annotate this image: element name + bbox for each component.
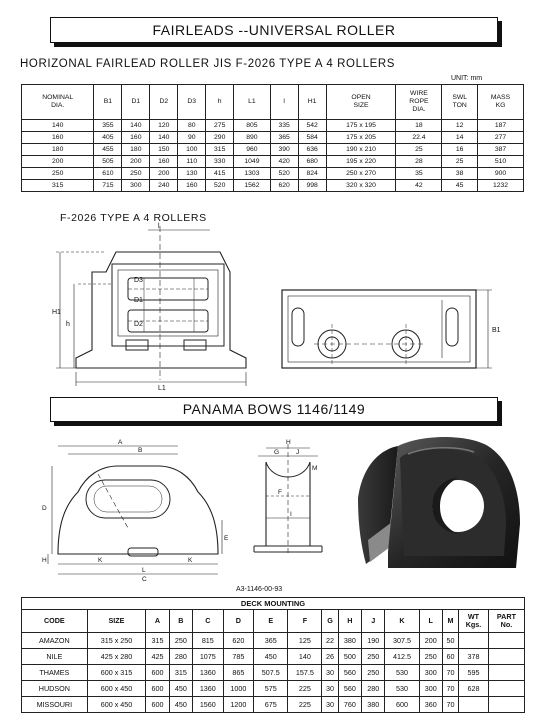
- table-cell: 315 x 250: [87, 633, 146, 649]
- table-cell: 200: [419, 633, 442, 649]
- unit-label: UNIT: mm: [451, 75, 483, 82]
- table-cell: 250: [419, 649, 442, 665]
- table-cell: 315: [206, 144, 234, 156]
- label-m: M: [312, 465, 318, 472]
- table-cell: 160: [178, 180, 206, 192]
- table-row: [22, 180, 524, 192]
- column-header: OPEN SIZE: [326, 85, 396, 120]
- table-cell: 320 x 320: [326, 180, 396, 192]
- table-cell: 420: [270, 156, 298, 168]
- column-header: B: [169, 610, 192, 633]
- table-cell: 22: [322, 633, 338, 649]
- table-cell: 38: [442, 168, 478, 180]
- table-cell: 378: [459, 649, 489, 665]
- label-f: F: [278, 489, 282, 496]
- table-cell: 120: [150, 120, 178, 132]
- column-header: NOMINAL DIA.: [22, 85, 94, 120]
- table-cell: 455: [94, 144, 122, 156]
- column-header: H1: [298, 85, 326, 120]
- table-cell: 200: [22, 156, 94, 168]
- table-cell: 70: [442, 681, 458, 697]
- table-cell: 315: [146, 633, 169, 649]
- table-cell: 70: [442, 697, 458, 713]
- table-cell: 1200: [223, 697, 254, 713]
- table-cell: 560: [338, 665, 361, 681]
- table-cell: [488, 633, 524, 649]
- table-cell: 60: [442, 649, 458, 665]
- table-cell: 600: [146, 681, 169, 697]
- table-cell: 25: [442, 156, 478, 168]
- table-cell: 610: [94, 168, 122, 180]
- table-cell: 30: [322, 697, 338, 713]
- column-header: l: [270, 85, 298, 120]
- label-c: C: [142, 576, 147, 582]
- table-cell: 22.4: [396, 132, 442, 144]
- table-cell: 636: [298, 144, 326, 156]
- table-cell: 560: [338, 681, 361, 697]
- table-row: [22, 697, 525, 713]
- jis-spec-table: [21, 84, 524, 192]
- label-k: K: [98, 557, 103, 564]
- column-header: D: [223, 610, 254, 633]
- label-l: l: [158, 223, 160, 230]
- table-cell: 14: [442, 132, 478, 144]
- table-cell: 160: [22, 132, 94, 144]
- table-row: [22, 120, 524, 132]
- table-cell: 18: [396, 120, 442, 132]
- table-cell: 584: [298, 132, 326, 144]
- panama-title-banner: [50, 397, 498, 422]
- panama-bow-photo: [348, 428, 528, 578]
- table-cell: 760: [338, 697, 361, 713]
- table-cell: 190: [362, 633, 385, 649]
- table-cell: 28: [396, 156, 442, 168]
- table-cell: 250: [362, 649, 385, 665]
- table-cell: 180: [122, 144, 150, 156]
- table-row: [22, 681, 525, 697]
- label-d1: D1: [134, 297, 143, 304]
- table-cell: 620: [223, 633, 254, 649]
- table-cell: [459, 633, 489, 649]
- table-cell: 520: [270, 168, 298, 180]
- table-cell: 628: [459, 681, 489, 697]
- table-cell: 26: [322, 649, 338, 665]
- label-l: L: [142, 567, 146, 574]
- table-cell: 600 x 450: [87, 681, 146, 697]
- column-header: D2: [150, 85, 178, 120]
- column-header: B1: [94, 85, 122, 120]
- table-cell: 280: [169, 649, 192, 665]
- label-j: J: [296, 449, 300, 456]
- table-body: [22, 120, 524, 192]
- column-header: PART No.: [488, 610, 524, 633]
- table-cell: 35: [396, 168, 442, 180]
- column-header: CODE: [22, 610, 88, 633]
- table-cell: 675: [254, 697, 288, 713]
- column-header: K: [385, 610, 419, 633]
- column-header: h: [206, 85, 234, 120]
- column-header: WT Kgs.: [459, 610, 489, 633]
- table-cell: 715: [94, 180, 122, 192]
- table-cell: 30: [322, 681, 338, 697]
- table-cell: 300: [419, 681, 442, 697]
- table-cell: 960: [234, 144, 271, 156]
- label-d: D: [42, 505, 47, 512]
- table-cell: 450: [169, 681, 192, 697]
- drawing-number: A3-1146-00-93: [236, 586, 283, 593]
- label-e: E: [224, 535, 229, 542]
- panama-front-view-drawing: [38, 436, 238, 582]
- column-header: SIZE: [87, 610, 146, 633]
- table-cell: 450: [254, 649, 288, 665]
- table-cell: 16: [442, 144, 478, 156]
- column-header: L1: [234, 85, 271, 120]
- table-cell: 415: [206, 168, 234, 180]
- table-cell: 1075: [193, 649, 224, 665]
- column-header: MASS KG: [478, 85, 524, 120]
- table-cell: 450: [169, 697, 192, 713]
- column-header: WIRE ROPE DIA.: [396, 85, 442, 120]
- table-row: [22, 665, 525, 681]
- table-cell: 890: [234, 132, 271, 144]
- fairlead-front-view-drawing: [48, 222, 258, 392]
- label-b: B: [138, 447, 143, 454]
- table-cell: 1303: [234, 168, 271, 180]
- table-cell: 187: [478, 120, 524, 132]
- table-row: [22, 649, 525, 665]
- table-cell: 180: [22, 144, 94, 156]
- column-header: E: [254, 610, 288, 633]
- table-cell: 125: [288, 633, 322, 649]
- table-cell: 1360: [193, 665, 224, 681]
- table-cell: 805: [234, 120, 271, 132]
- table-cell: 815: [193, 633, 224, 649]
- table-cell: 315: [22, 180, 94, 192]
- table-cell: 600 x 450: [87, 697, 146, 713]
- table-cell: 380: [362, 697, 385, 713]
- table-cell: 530: [385, 681, 419, 697]
- table-cell: NILE: [22, 649, 88, 665]
- fairlead-top-view-drawing: [268, 282, 508, 382]
- table-cell: 140: [288, 649, 322, 665]
- table-cell: 330: [206, 156, 234, 168]
- column-header: SWL TON: [442, 85, 478, 120]
- table-cell: 390: [270, 144, 298, 156]
- table-cell: 90: [178, 132, 206, 144]
- table-cell: 100: [178, 144, 206, 156]
- table-cell: 530: [385, 665, 419, 681]
- jis-subtitle: HORIZONAL FAIRLEAD ROLLER JIS F-2026 TYPE A 4 ROLLERS: [20, 58, 396, 70]
- table-cell: 998: [298, 180, 326, 192]
- table-cell: 1049: [234, 156, 271, 168]
- column-header: H: [338, 610, 361, 633]
- table-cell: 250: [362, 665, 385, 681]
- table-cell: 50: [442, 633, 458, 649]
- table-cell: 300: [419, 665, 442, 681]
- panama-side-view-drawing: [248, 438, 328, 568]
- table-cell: 425: [146, 649, 169, 665]
- table-cell: 680: [298, 156, 326, 168]
- table-cell: 542: [298, 120, 326, 132]
- table-cell: 405: [94, 132, 122, 144]
- table-cell: 200: [122, 156, 150, 168]
- label-h2: H: [286, 439, 291, 446]
- table-cell: 600: [146, 665, 169, 681]
- table-cell: 600: [146, 697, 169, 713]
- main-title-banner: [50, 17, 498, 43]
- table-header-row: [22, 85, 524, 120]
- table-cell: 275: [206, 120, 234, 132]
- table-row: [22, 156, 524, 168]
- table-cell: 30: [322, 665, 338, 681]
- table-cell: 575: [254, 681, 288, 697]
- deck-caption: DECK MOUNTING: [22, 598, 525, 610]
- table-cell: 140: [122, 120, 150, 132]
- table-cell: [488, 681, 524, 697]
- table-cell: 190 x 210: [326, 144, 396, 156]
- table-cell: 225: [288, 681, 322, 697]
- table-cell: 365: [254, 633, 288, 649]
- table-cell: 150: [150, 144, 178, 156]
- table-cell: 200: [150, 168, 178, 180]
- table-row: [22, 132, 524, 144]
- column-header: M: [442, 610, 458, 633]
- column-header: A: [146, 610, 169, 633]
- table-cell: 250: [22, 168, 94, 180]
- table-cell: 225: [288, 697, 322, 713]
- table-cell: 365: [270, 132, 298, 144]
- table-cell: 157.5: [288, 665, 322, 681]
- table-cell: 600 x 315: [87, 665, 146, 681]
- table-cell: 300: [122, 180, 150, 192]
- table-cell: 175 x 195: [326, 120, 396, 132]
- table-cell: 42: [396, 180, 442, 192]
- column-header: D1: [122, 85, 150, 120]
- table-cell: 110: [178, 156, 206, 168]
- table-cell: 824: [298, 168, 326, 180]
- table-cell: 160: [150, 156, 178, 168]
- table-cell: 600: [385, 697, 419, 713]
- table-cell: 412.5: [385, 649, 419, 665]
- table-body: [22, 633, 525, 713]
- label-l1: L1: [158, 385, 166, 392]
- label-d3: D3: [134, 277, 143, 284]
- column-header: D3: [178, 85, 206, 120]
- label-h1: H1: [52, 309, 61, 316]
- table-cell: 335: [270, 120, 298, 132]
- table-cell: 785: [223, 649, 254, 665]
- table-cell: 250: [169, 633, 192, 649]
- diagram-title: F-2026 TYPE A 4 ROLLERS: [60, 212, 207, 224]
- table-cell: 175 x 205: [326, 132, 396, 144]
- table-cell: 1560: [193, 697, 224, 713]
- column-header: L: [419, 610, 442, 633]
- table-cell: 280: [362, 681, 385, 697]
- table-cell: 380: [338, 633, 361, 649]
- table-row: [22, 144, 524, 156]
- table-cell: AMAZON: [22, 633, 88, 649]
- table-cell: 240: [150, 180, 178, 192]
- table-cell: 387: [478, 144, 524, 156]
- table-cell: 355: [94, 120, 122, 132]
- label-i: I: [290, 511, 292, 518]
- label-d2: D2: [134, 321, 143, 328]
- table-row: [22, 168, 524, 180]
- table-header-row: [22, 610, 525, 633]
- table-cell: 250 x 270: [326, 168, 396, 180]
- table-cell: 277: [478, 132, 524, 144]
- table-cell: 290: [206, 132, 234, 144]
- table-cell: MISSOURI: [22, 697, 88, 713]
- table-cell: 307.5: [385, 633, 419, 649]
- table-cell: 507.5: [254, 665, 288, 681]
- table-cell: 130: [178, 168, 206, 180]
- label-h: h: [66, 321, 70, 328]
- panama-title: PANAMA BOWS 1146/1149: [182, 401, 366, 417]
- table-cell: 80: [178, 120, 206, 132]
- table-cell: 900: [478, 168, 524, 180]
- label-a: A: [118, 439, 123, 446]
- label-k2: K: [188, 557, 193, 564]
- table-cell: [459, 697, 489, 713]
- table-cell: 425 x 280: [87, 649, 146, 665]
- column-header: G: [322, 610, 338, 633]
- table-cell: 1000: [223, 681, 254, 697]
- table-cell: 250: [122, 168, 150, 180]
- table-cell: 70: [442, 665, 458, 681]
- table-cell: 865: [223, 665, 254, 681]
- table-row: [22, 633, 525, 649]
- column-header: C: [193, 610, 224, 633]
- table-cell: 1562: [234, 180, 271, 192]
- table-cell: 620: [270, 180, 298, 192]
- table-cell: 140: [150, 132, 178, 144]
- table-cell: 505: [94, 156, 122, 168]
- table-cell: [488, 665, 524, 681]
- table-cell: [488, 649, 524, 665]
- column-header: J: [362, 610, 385, 633]
- table-cell: 1232: [478, 180, 524, 192]
- table-cell: 510: [478, 156, 524, 168]
- table-cell: 360: [419, 697, 442, 713]
- table-cell: [488, 697, 524, 713]
- table-cell: HUDSON: [22, 681, 88, 697]
- table-cell: THAMES: [22, 665, 88, 681]
- label-h: H: [42, 557, 47, 564]
- column-header: F: [288, 610, 322, 633]
- table-cell: 195 x 220: [326, 156, 396, 168]
- label-g: G: [274, 449, 280, 456]
- table-cell: 595: [459, 665, 489, 681]
- table-cell: 12: [442, 120, 478, 132]
- table-cell: 140: [22, 120, 94, 132]
- table-cell: 25: [396, 144, 442, 156]
- table-cell: 160: [122, 132, 150, 144]
- table-cell: 1360: [193, 681, 224, 697]
- table-cell: 500: [338, 649, 361, 665]
- label-b1: B1: [492, 327, 501, 334]
- table-cell: 520: [206, 180, 234, 192]
- main-title: FAIRLEADS --UNIVERSAL ROLLER: [152, 22, 396, 38]
- table-cell: 45: [442, 180, 478, 192]
- deck-mounting-table: [21, 597, 525, 713]
- table-cell: 315: [169, 665, 192, 681]
